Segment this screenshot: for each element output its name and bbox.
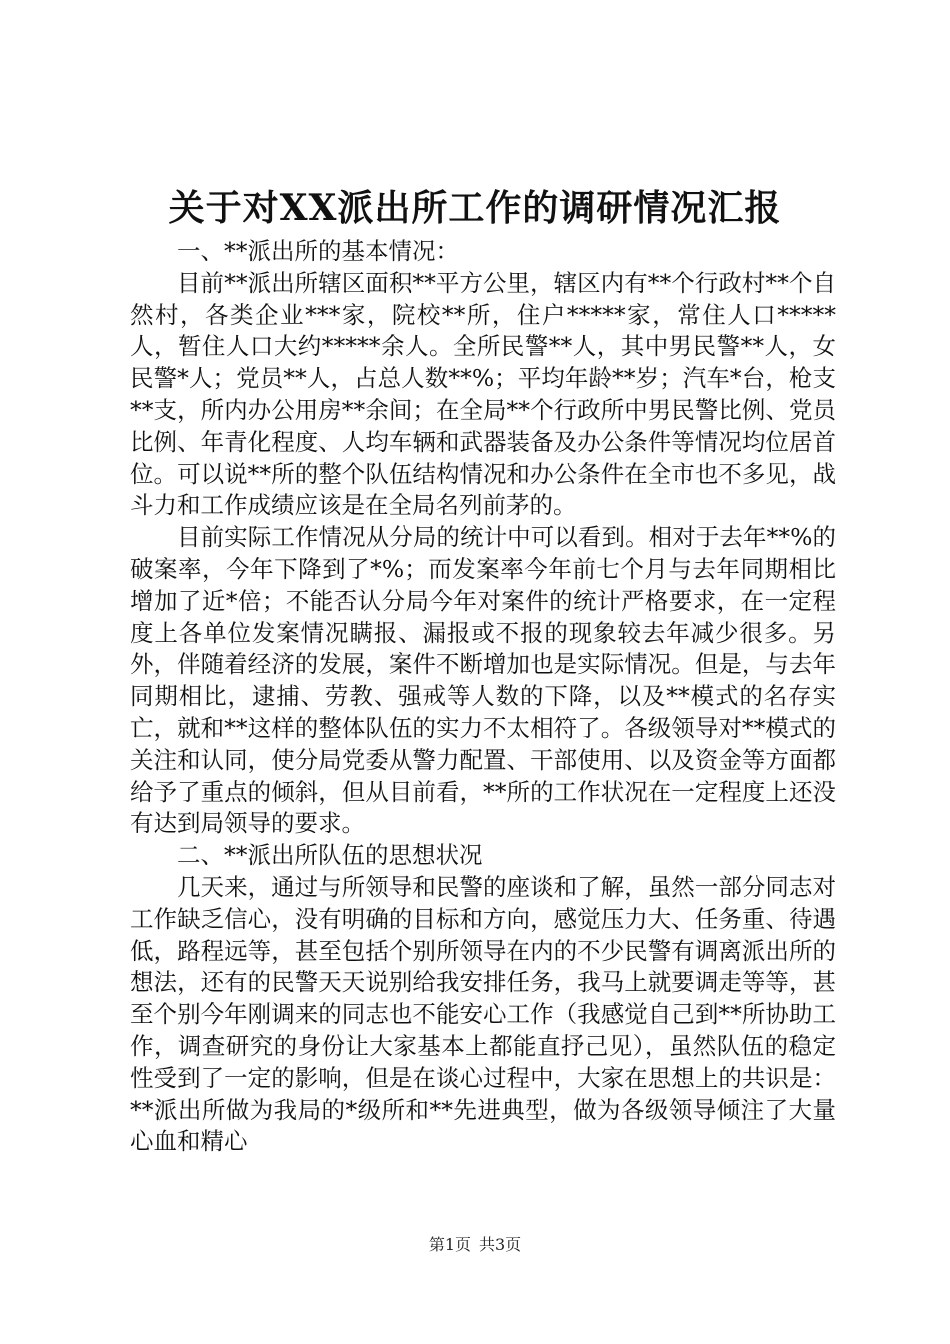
section-heading-1: 一、**派出所的基本情况： — [177, 237, 459, 265]
paragraph-work-status: 目前实际工作情况从分局的统计中可以看到。相对于去年**%的破案率，今年下降到了*%；而发案率今年前七个月与去年同期相比增加了近*倍；不能否认分局今年对案件的统计严格要求，在一定程度上各单位发案情况瞒报、漏报或不报的现象较去年减少很多。另外，伴随着经济的发展，案件不断增加也是实际情况。但是，与去年同期相比，逮捕、劳教、强戒等人数的下降，以及**模式的名存实亡，就和**这样的整体队伍的实力不太相符了。各级领导对**模式的关注和认同，使分局党委从警力配置、干部使用、以及资金等方面都给予了重点的倾斜，但从目前看，**所的工作状况在一定程度上还没有达到局领导的要求。 — [130, 523, 836, 838]
page-total: 共3页 — [479, 1235, 522, 1254]
document-body — [130, 236, 836, 1158]
page-number: 第1页 — [428, 1235, 471, 1254]
paragraph-basic-info: 目前**派出所辖区面积**平方公里，辖区内有**个行政村**个自然村，各类企业***家，院校**所，住户*****家，常住人口*****人，暂住人口大约*****余人。全所民警**人，其中男民警**人，女民警*人；党员**人，占总人数**%；平均年龄**岁；汽车*台，枪支**支，所内办公用房**余间；在全局**个行政所中男民警比例、党员比例、年青化程度、人均车辆和武器装备及办公条件等情况均位居首位。可以说**所的整个队伍结构情况和办公条件在全市也不多见，战斗力和工作成绩应该是在全局名列前茅的。 — [130, 268, 836, 520]
page-footer — [0, 1235, 950, 1255]
paragraph-team-thoughts: 几天来，通过与所领导和民警的座谈和了解，虽然一部分同志对工作缺乏信心，没有明确的目标和方向，感觉压力大、任务重、待遇低，路程远等，甚至包括个别所领导在内的不少民警有调离派出所的想法，还有的民警天天说别给我安排任务，我马上就要调走等等，甚至个别今年刚调来的同志也不能安心工作（我感觉自己到**所协助工作，调查研究的身份让大家基本上都能直抒己见），虽然队伍的稳定性受到了一定的影响，但是在谈心过程中，大家在思想上的共识是：**派出所做为我局的*级所和**先进典型，做为各级领导倾注了大量心血和精心 — [130, 872, 836, 1156]
section-heading-2: 二、**派出所队伍的思想状况 — [177, 841, 483, 870]
document-title: 关于对XX派出所工作的调研情况汇报 — [168, 187, 782, 229]
